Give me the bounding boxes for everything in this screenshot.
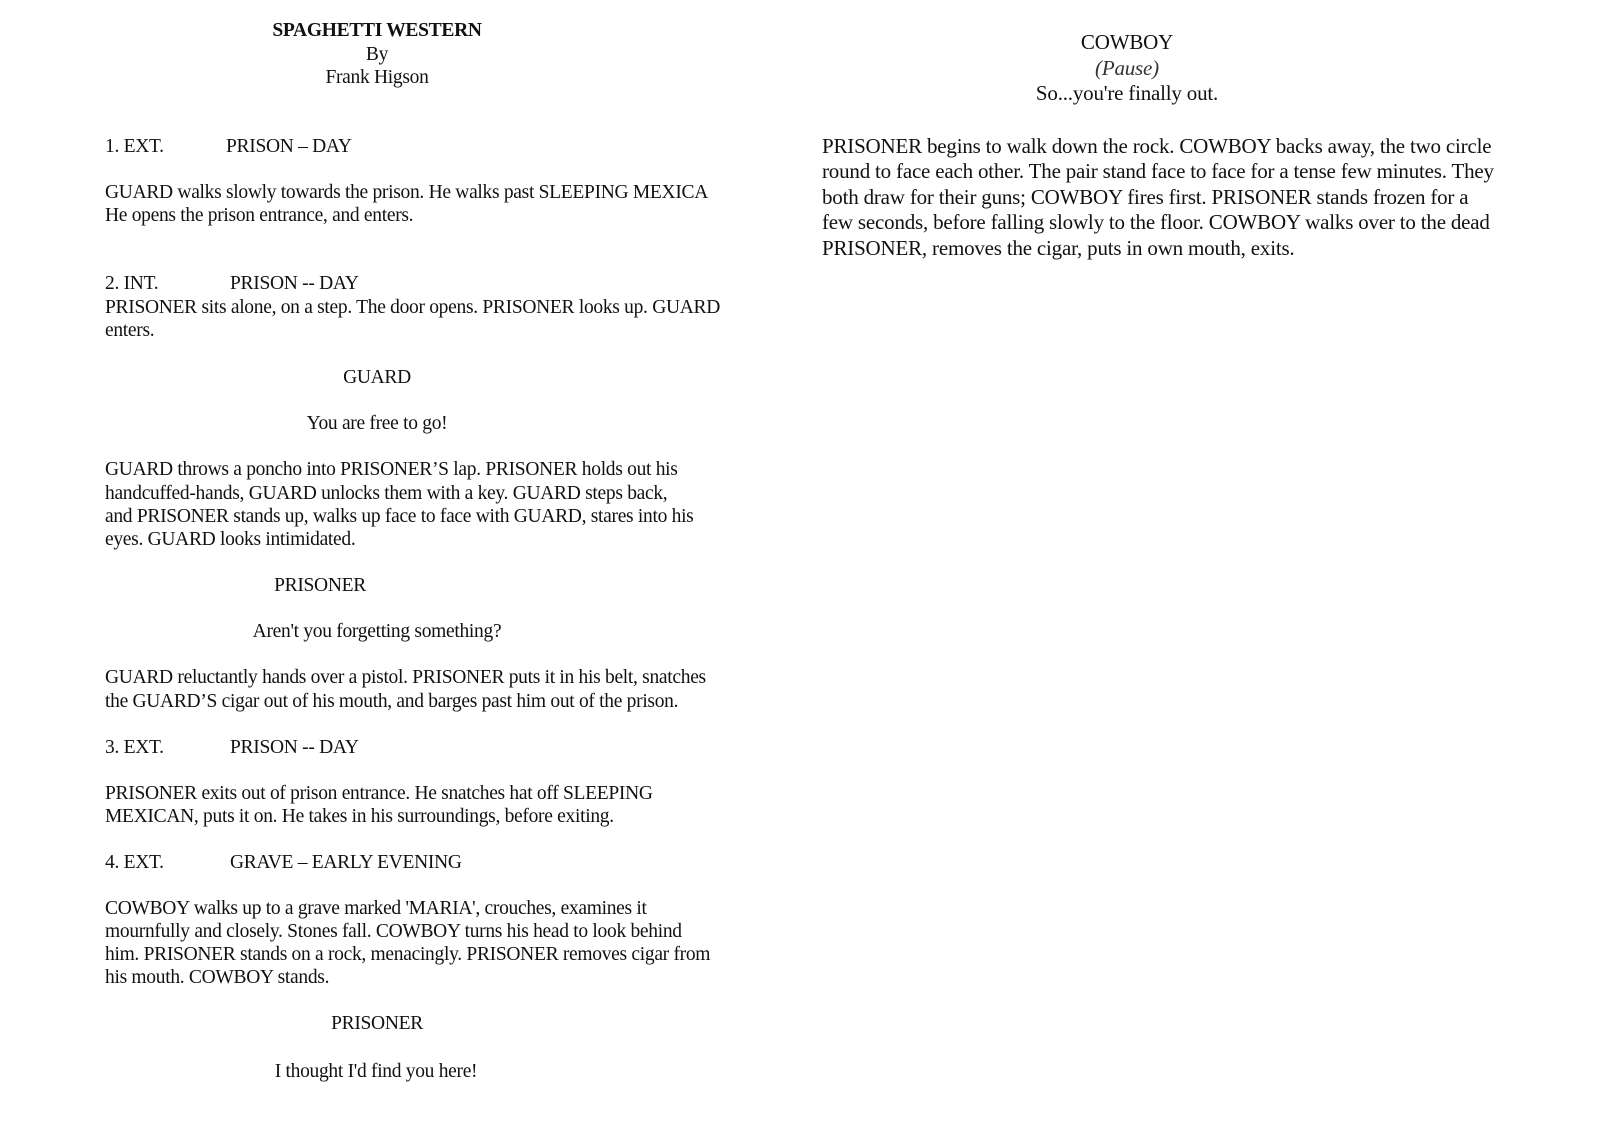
action-line: both draw for their guns; COWBOY fires first. PRISONER stands frozen for a: [822, 185, 1469, 209]
action-line: GUARD reluctantly hands over a pistol. PRISONER puts it in his belt, snatches: [105, 667, 706, 688]
action-line: enters.: [105, 320, 155, 341]
action-line: MEXICAN, puts it on. He takes in his surroundings, before exiting.: [105, 806, 614, 827]
parenthetical: (Pause): [1095, 56, 1159, 80]
scene-heading: PRISON – DAY: [226, 136, 352, 157]
scene-heading: PRISON -- DAY: [230, 737, 359, 758]
action-line: his mouth. COWBOY stands.: [105, 967, 330, 988]
by-line: By: [365, 44, 389, 65]
author: Frank Higson: [325, 67, 429, 88]
action-line: PRISONER exits out of prison entrance. He snatches hat off SLEEPING: [105, 783, 653, 804]
dialogue: Aren't you forgetting something?: [252, 621, 502, 642]
scene-heading: GRAVE – EARLY EVENING: [230, 852, 462, 873]
scene-number: 2. INT.: [105, 273, 159, 294]
dialogue: So...you're finally out.: [1035, 81, 1219, 105]
scene-number: 3. EXT.: [105, 737, 164, 758]
character-name: COWBOY: [1080, 30, 1174, 54]
action-line: the GUARD’S cigar out of his mouth, and barges past him out of the prison.: [105, 691, 679, 712]
action-line: He opens the prison entrance, and enters.: [105, 205, 414, 226]
action-line: eyes. GUARD looks intimidated.: [105, 529, 356, 550]
dialogue: I thought I'd find you here!: [274, 1061, 478, 1082]
action-line: handcuffed-hands, GUARD unlocks them with a key. GUARD steps back,: [105, 483, 668, 504]
script-title: SPAGHETTI WESTERN: [272, 20, 482, 41]
action-line: round to face each other. The pair stand face to face for a tense few minutes. They: [822, 159, 1494, 183]
character-name: PRISONER: [274, 575, 366, 596]
character-name: PRISONER: [331, 1013, 423, 1034]
action-line: PRISONER begins to walk down the rock. COWBOY backs away, the two circle: [822, 134, 1492, 158]
action-line: few seconds, before falling slowly to the floor. COWBOY walks over to the dead: [822, 210, 1490, 234]
scene-number: 4. EXT.: [105, 852, 164, 873]
scene-number: 1. EXT.: [105, 136, 164, 157]
action-line: him. PRISONER stands on a rock, menacingly. PRISONER removes cigar from: [105, 944, 711, 965]
character-name: GUARD: [343, 367, 411, 388]
action-line: mournfully and closely. Stones fall. COWBOY turns his head to look behind: [105, 921, 682, 942]
action-line: and PRISONER stands up, walks up face to face with GUARD, stares into his: [105, 506, 694, 527]
action-line: PRISONER, removes the cigar, puts in own mouth, exits.: [822, 236, 1295, 260]
action-line: PRISONER sits alone, on a step. The door opens. PRISONER looks up. GUARD: [105, 297, 721, 318]
action-line: COWBOY walks up to a grave marked 'MARIA', crouches, examines it: [105, 898, 647, 919]
action-line: GUARD throws a poncho into PRISONER’S lap. PRISONER holds out his: [105, 459, 678, 480]
action-line: GUARD walks slowly towards the prison. He walks past SLEEPING MEXICA: [105, 182, 709, 203]
dialogue: You are free to go!: [306, 413, 448, 434]
scene-heading: PRISON -- DAY: [230, 273, 359, 294]
